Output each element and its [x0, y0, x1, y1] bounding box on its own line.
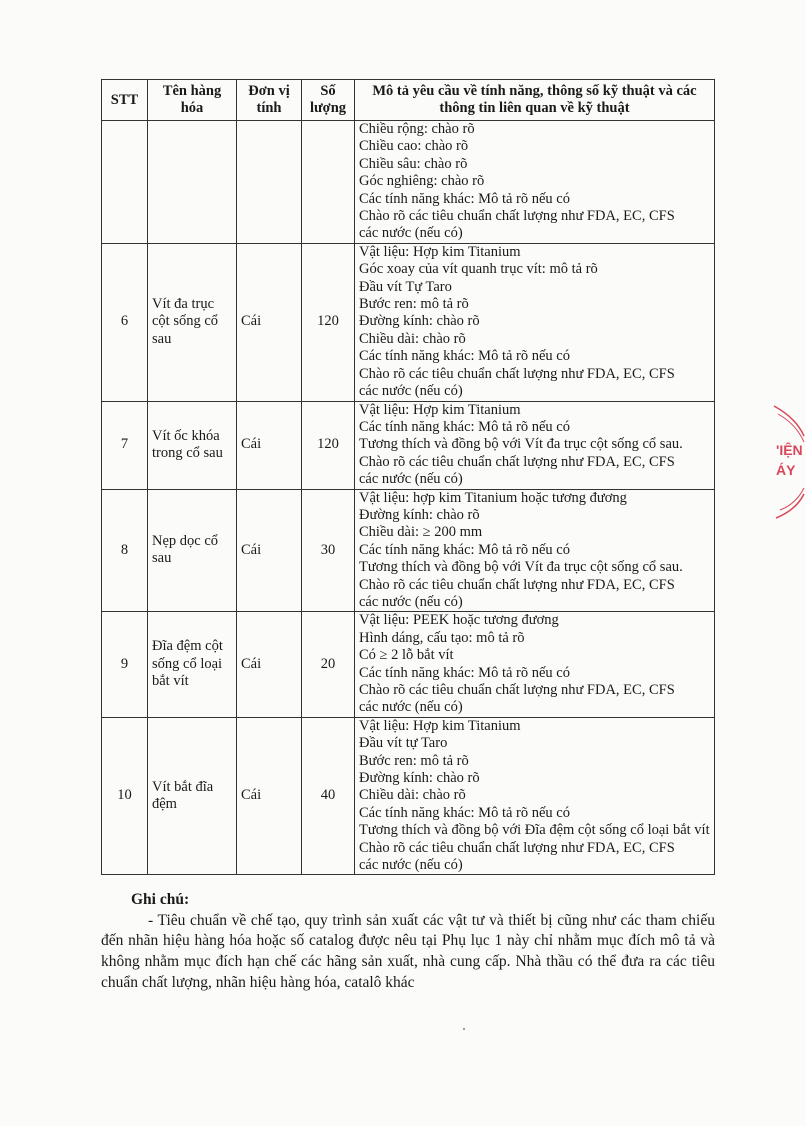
- row-qty-cell: 30: [302, 489, 355, 612]
- header-desc: Mô tả yêu cầu về tính năng, thông số kỹ thuật và các thông tin liên quan về kỹ thuật: [355, 80, 715, 121]
- description-line: Tương thích và đồng bộ với Vít đa trục cột sống cổ sau.: [359, 436, 683, 453]
- description-line: Góc xoay của vít quanh trục vít: mô tả rõ: [359, 261, 598, 278]
- stamp-text-2: ÁY: [776, 462, 796, 478]
- description-line: Chào rõ các tiêu chuẩn chất lượng như FDA, EC, CFS: [359, 839, 675, 856]
- row-name-cell: Vít ốc khóa trong cổ sau: [148, 401, 237, 489]
- header-qty: Số lượng: [302, 80, 355, 121]
- row-description-cell: [355, 401, 715, 489]
- description-line: Vật liệu: hợp kim Titanium hoặc tương đương: [359, 489, 627, 506]
- row-qty-cell: 120: [302, 401, 355, 489]
- description-line: Các tính năng khác: Mô tả rõ nếu có: [359, 348, 570, 365]
- description-line: Chào rõ các tiêu chuẩn chất lượng như FDA, EC, CFS: [359, 576, 675, 593]
- row-description-cell: [355, 489, 715, 612]
- description-line: các nước (nếu có): [359, 593, 463, 610]
- row-qty-cell: 120: [302, 243, 355, 401]
- description-line: Vật liệu: Hợp kim Titanium: [359, 401, 521, 418]
- description-line: Đường kính: chào rõ: [359, 506, 480, 523]
- description-line: Các tính năng khác: Mô tả rõ nếu có: [359, 664, 570, 681]
- row-stt-cell: 6: [102, 243, 148, 401]
- row-unit-cell: Cái: [237, 401, 302, 489]
- description-line: các nước (nếu có): [359, 857, 463, 874]
- row-description-cell: [355, 243, 715, 401]
- description-line: Chiều cao: chào rõ: [359, 138, 469, 155]
- row-name-cell: Đĩa đệm cột sống cổ loại bắt vít: [148, 612, 237, 717]
- description-line: Đầu vít tự Taro: [359, 735, 448, 752]
- notes-body: - Tiêu chuẩn về chế tạo, quy trình sản xuất các vật tư và thiết bị cũng như các tham chiếu đến nhãn hiệu hàng hóa hoặc số catalog được nêu tại Phụ lục 1 này chỉ nhằm mục đích mô tả và không nhằm mục đích hạn chế các hãng sản xuất, nhà cung cấp. Nhà thầu có thể đưa ra các tiêu chuẩn chất lượng, nhãn hiệu hàng hóa, catalô khác: [101, 911, 715, 991]
- description-line: Chiều dài: ≥ 200 mm: [359, 524, 483, 541]
- table-row: [102, 121, 715, 244]
- notes-title: Ghi chú:: [131, 891, 190, 908]
- seal-stamp: [766, 398, 806, 528]
- description-line: Chào rõ các tiêu chuẩn chất lượng như FDA, EC, CFS: [359, 365, 675, 382]
- description-line: Đầu vít Tự Taro: [359, 278, 452, 295]
- row-stt-cell: 8: [102, 489, 148, 612]
- scan-speck: [463, 1028, 465, 1030]
- description-line: Góc nghiêng: chào rõ: [359, 173, 485, 190]
- row-qty-cell: 20: [302, 612, 355, 717]
- row-unit-cell: Cái: [237, 717, 302, 875]
- row-stt-cell: [102, 121, 148, 244]
- row-stt-cell: 10: [102, 717, 148, 875]
- table-body: [102, 121, 715, 875]
- description-line: Chiều dài: chào rõ: [359, 330, 466, 347]
- description-line: Các tính năng khác: Mô tả rõ nếu có: [359, 190, 570, 207]
- description-line: Chào rõ các tiêu chuẩn chất lượng như FDA, EC, CFS: [359, 453, 675, 470]
- specification-table: [101, 79, 715, 875]
- row-name-cell: Vít bắt đĩa đệm: [148, 717, 237, 875]
- table-row: [102, 717, 715, 875]
- description-line: các nước (nếu có): [359, 471, 463, 488]
- row-description-cell: [355, 121, 715, 244]
- description-line: Chiều rộng: chào rõ: [359, 121, 475, 137]
- row-unit-cell: [237, 121, 302, 244]
- description-line: Bước ren: mô tả rõ: [359, 752, 469, 769]
- notes-section: [101, 890, 715, 994]
- table-row: [102, 489, 715, 612]
- stamp-text-1: 'IỆN: [776, 442, 803, 458]
- description-line: Vật liệu: PEEK hoặc tương đương: [359, 612, 559, 629]
- row-unit-cell: Cái: [237, 489, 302, 612]
- description-line: Các tính năng khác: Mô tả rõ nếu có: [359, 804, 570, 821]
- row-unit-cell: Cái: [237, 612, 302, 717]
- header-stt: STT: [102, 80, 148, 121]
- row-unit-cell: Cái: [237, 243, 302, 401]
- row-qty-cell: [302, 121, 355, 244]
- description-line: các nước (nếu có): [359, 225, 463, 242]
- description-line: Các tính năng khác: Mô tả rõ nếu có: [359, 541, 570, 558]
- row-stt-cell: 7: [102, 401, 148, 489]
- description-line: Đường kính: chào rõ: [359, 313, 480, 330]
- description-line: các nước (nếu có): [359, 383, 463, 400]
- description-line: Tương thích và đồng bộ với Vít đa trục cột sống cổ sau.: [359, 559, 683, 576]
- description-line: các nước (nếu có): [359, 699, 463, 716]
- row-description-cell: [355, 612, 715, 717]
- table-header-row: [102, 80, 715, 121]
- row-name-cell: Nẹp dọc cổ sau: [148, 489, 237, 612]
- description-line: Vật liệu: Hợp kim Titanium: [359, 243, 521, 260]
- description-line: Chào rõ các tiêu chuẩn chất lượng như FDA, EC, CFS: [359, 208, 675, 225]
- description-line: Chiều dài: chào rõ: [359, 787, 466, 804]
- row-qty-cell: 40: [302, 717, 355, 875]
- description-line: Vật liệu: Hợp kim Titanium: [359, 717, 521, 734]
- description-line: Hình dáng, cấu tạo: mô tả rõ: [359, 629, 525, 646]
- header-name: Tên hàng hóa: [148, 80, 237, 121]
- description-line: Bước ren: mô tả rõ: [359, 296, 469, 313]
- table-row: [102, 612, 715, 717]
- description-line: Đường kính: chào rõ: [359, 770, 480, 787]
- row-description-cell: [355, 717, 715, 875]
- row-name-cell: [148, 121, 237, 244]
- header-unit: Đơn vị tính: [237, 80, 302, 121]
- row-name-cell: Vít đa trục cột sống cổ sau: [148, 243, 237, 401]
- row-stt-cell: 9: [102, 612, 148, 717]
- description-line: Tương thích và đồng bộ với Đĩa đệm cột sống cổ loại bắt vít: [359, 822, 710, 839]
- description-line: Có ≥ 2 lỗ bắt vít: [359, 647, 454, 664]
- description-line: Các tính năng khác: Mô tả rõ nếu có: [359, 418, 570, 435]
- description-line: Chiều sâu: chào rõ: [359, 155, 468, 172]
- table-row: [102, 401, 715, 489]
- description-line: Chào rõ các tiêu chuẩn chất lượng như FDA, EC, CFS: [359, 682, 675, 698]
- table-row: [102, 243, 715, 401]
